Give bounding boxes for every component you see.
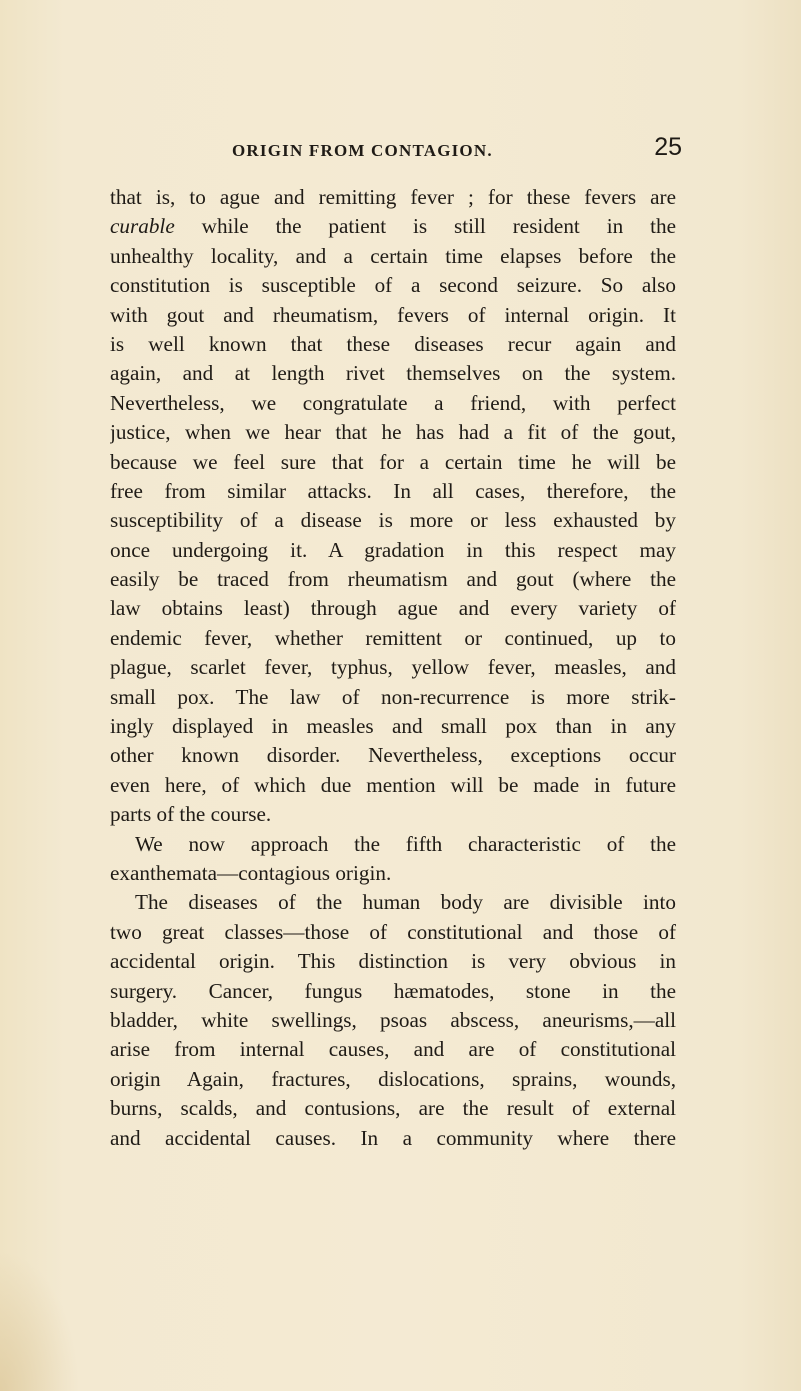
text-line: Nevertheless, we congratulate a friend, with perfect (110, 390, 676, 415)
running-head: ORIGIN FROM CONTAGION. (232, 141, 493, 160)
text-line: law obtains least) through ague and every variety of (110, 596, 676, 621)
text-line: and accidental causes. In a community where there (110, 1125, 676, 1150)
text-line: constitution is susceptible of a second seizure. So also (110, 273, 676, 298)
text-line: arise from internal causes, and are of constitutional (110, 1037, 676, 1062)
text-line: The diseases of the human body are divisible into (135, 890, 676, 915)
text-line: justice, when we hear that he has had a fit of the gout, (110, 420, 676, 445)
text-line: unhealthy locality, and a certain time elapses before the (110, 243, 676, 268)
text-line: surgery. Cancer, fungus hæmatodes, stone in the (110, 978, 676, 1003)
text-line: with gout and rheumatism, fevers of internal origin. It (110, 302, 676, 327)
text-line: once undergoing it. A gradation in this respect may (110, 537, 676, 562)
text-span: while the patient is still resident in the (174, 214, 676, 239)
text-line: because we feel sure that for a certain time he will be (110, 449, 676, 474)
page-header (232, 133, 682, 169)
text-line: parts of the course. (110, 802, 272, 827)
text-line: small pox. The law of non-recurrence is more strik- (110, 684, 676, 709)
text-line: that is, to ague and remitting fever ; for these fevers are (110, 185, 676, 209)
text-line: origin Again, fractures, dislocations, sprains, wounds, (110, 1066, 676, 1091)
text-line: ingly displayed in measles and small pox than in any (110, 714, 676, 739)
text-line: accidental origin. This distinction is very obvious in (110, 949, 676, 974)
text-line: even here, of which due mention will be made in future (110, 772, 676, 797)
text-line (110, 212, 676, 241)
text-line: free from similar attacks. In all cases, therefore, the (110, 478, 676, 503)
text-line: other known disorder. Nevertheless, exceptions occur (110, 743, 676, 768)
body-text (110, 183, 676, 1153)
text-line: two great classes—those of constitutional and those of (110, 919, 676, 944)
text-line: bladder, white swellings, psoas abscess, aneurisms,—all (110, 1007, 676, 1032)
text-line: burns, scalds, and contusions, are the result of external (110, 1096, 676, 1121)
text-line: susceptibility of a disease is more or less exhausted by (110, 508, 676, 533)
text-line: is well known that these diseases recur again and (110, 331, 676, 356)
page-stain (0, 1250, 80, 1391)
text-line: plague, scarlet fever, typhus, yellow fever, measles, and (110, 655, 676, 680)
page-number: 25 (654, 133, 682, 161)
text-line: again, and at length rivet themselves on the system. (110, 361, 676, 386)
text-line: easily be traced from rheumatism and gout (where the (110, 567, 676, 592)
text-line: exanthemata—contagious origin. (110, 860, 392, 885)
text-line: endemic fever, whether remittent or continued, up to (110, 625, 676, 650)
text-line: We now approach the fifth characteristic of the (135, 831, 676, 856)
emphasis: curable (110, 214, 175, 239)
